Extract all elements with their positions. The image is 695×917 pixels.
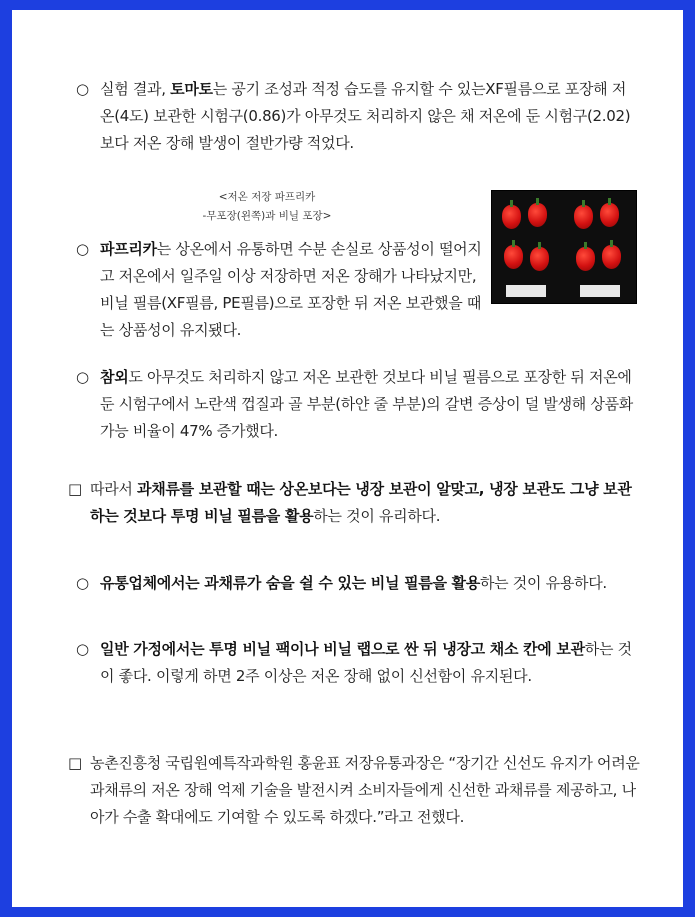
pepper-image: [528, 203, 547, 227]
paragraph-quote: [90, 750, 642, 831]
pepper-image: [602, 245, 621, 269]
pepper-stem: [584, 242, 587, 249]
text-run: 따라서: [90, 480, 138, 498]
photo-caption: [192, 188, 342, 226]
bold-text: 과채류를 보관할 때는 상온보다는 냉장 보관이 알맞고, 냉장 보관도 그냥 보관하는 것보다 투명 비닐 필름을 활용: [90, 480, 632, 525]
pepper-image: [502, 205, 521, 229]
pepper-image: [504, 245, 523, 269]
bold-text: 토마토: [170, 80, 213, 98]
text-run: 도 아무것도 처리하지 않고 저온 보관한 것보다 비닐 필름으로 포장한 뒤 저온에 둔 시험구에서 노란색 껍질과 골 부분(하얀 줄 부분)의 갈변 증상이 덜 발생해 상품화 가능 비율이 47% 증가했다.: [100, 368, 633, 440]
circle-bullet: ○: [76, 574, 90, 592]
caption-line: <저온 저장 파프리카: [218, 191, 316, 203]
pepper-image: [576, 247, 595, 271]
photo-label-right: [580, 285, 620, 297]
pepper-stem: [610, 240, 613, 247]
text-run: 농촌진흥청 국립원예특작과학원 홍윤표 저장유통과장은 “장기간 신선도 유지가 어려운 과채류의 저온 장해 억제 기술을 발전시켜 소비자들에게 신선한 과채류를 제공하고, 나아가 수출 확대에도 기여할 수 있도록 하겠다.”라고 전했다.: [90, 754, 640, 826]
bold-text: 참외: [100, 368, 129, 386]
circle-bullet: ○: [76, 368, 90, 386]
bold-text: 일반 가정에서는 투명 비닐 팩이나 비닐 랩으로 싼 뒤 냉장고 채소 칸에 보관: [100, 640, 585, 658]
pepper-stem: [582, 200, 585, 207]
pepper-stem: [608, 198, 611, 205]
square-bullet: □: [68, 754, 83, 772]
pepper-stem: [538, 242, 541, 249]
paragraph-melon: [100, 364, 640, 445]
circle-bullet: ○: [76, 240, 90, 258]
text-run: 하는 것이 유리하다.: [313, 507, 441, 525]
square-bullet: □: [68, 480, 83, 498]
bold-text: 유통업체에서는 과채류가 숨을 쉴 수 있는 비닐 필름을 활용: [100, 574, 480, 592]
pepper-stem: [510, 200, 513, 207]
text-run: 실험 결과,: [100, 80, 171, 98]
paprika-photo: [491, 190, 637, 304]
photo-label-left: [506, 285, 546, 297]
bold-text: 파프리카: [100, 240, 157, 258]
pepper-image: [600, 203, 619, 227]
pepper-image: [574, 205, 593, 229]
pepper-image: [530, 247, 549, 271]
paragraph-conclusion: [90, 476, 642, 530]
document-page: [12, 10, 683, 907]
paragraph-distributors: [100, 570, 640, 597]
pepper-stem: [512, 240, 515, 247]
paragraph-households: [100, 636, 640, 690]
caption-line: -무포장(왼쪽)과 비닐 포장>: [202, 210, 332, 222]
text-run: 하는 것이 유용하다.: [479, 574, 607, 592]
paragraph-paprika: [100, 236, 484, 344]
text-run: 는 공기 조성과 적정 습도를 유지할 수 있는XF필름으로 포장해 저온(4도) 보관한 시험구(0.86)가 아무것도 처리하지 않은 채 저온에 둔 시험구(2.02)보다 저온 장해 발생이 절반가량 적었다.: [100, 80, 631, 152]
circle-bullet: ○: [76, 80, 90, 98]
text-run: 는 상온에서 유통하면 수분 손실로 상품성이 떨어지고 저온에서 일주일 이상 저장하면 저온 장해가 나타났지만, 비닐 필름(XF필름, PE필름)으로 포장한 뒤 저온 보관했을 때는 상품성이 유지됐다.: [100, 240, 482, 339]
pepper-stem: [536, 198, 539, 205]
text-run: 하는 것이 좋다. 이렇게 하면 2주 이상은 저온 장해 없이 신선함이 유지된다.: [100, 640, 632, 685]
circle-bullet: ○: [76, 640, 90, 658]
paragraph-tomato: [100, 76, 640, 157]
